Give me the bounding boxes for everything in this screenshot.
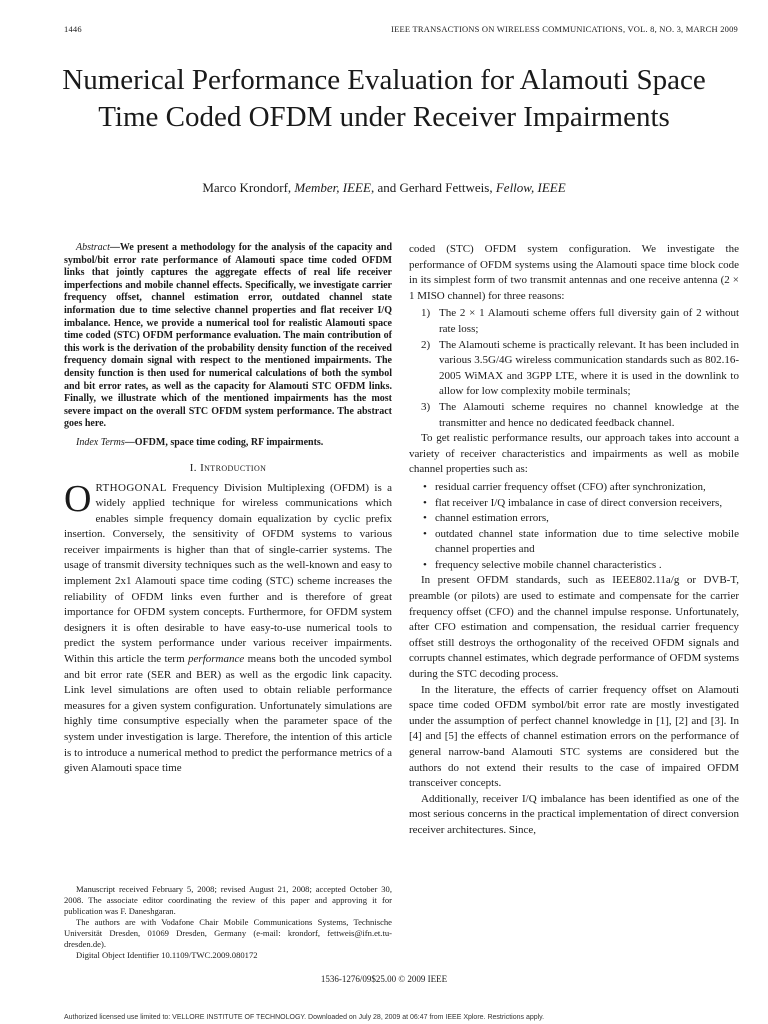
author-2-role: Fellow, IEEE <box>495 180 566 195</box>
copyright: 1536-1276/09$25.00 © 2009 IEEE <box>320 974 448 984</box>
intro-lead: RTHOGONAL <box>95 481 167 494</box>
list-item: • flat receiver I/Q imbalance in case of direct conversion receivers, <box>409 496 739 512</box>
footnote-received: Manuscript received February 5, 2008; revised August 21, 2008; accepted October 30, 2008. The associate editor coordinating the review of this paper and approving it for publication was F. Daneshgaran. <box>64 884 392 916</box>
journal-header: IEEE TRANSACTIONS ON WIRELESS COMMUNICATIONS, VOL. 8, NO. 3, MARCH 2009 <box>391 24 738 34</box>
section-title: Introduction <box>200 461 267 474</box>
right-paragraph-3: In the literature, the effects of carrier frequency offset on Alamouti space time coded OFDM symbol/bit error rate are mostly investigated under the assumption of perfect channel knowledge in [1], [2] and [3]. In [4] and [5] the effects of channel estimation errors on the performance of general narrow-band Alamouti STC systems are considered but the authors do not extend their results to the case of impaired OFDM transceiver concepts. <box>409 683 739 790</box>
list-item: • channel estimation errors, <box>409 511 739 527</box>
footnote-affiliation: The authors are with Vodafone Chair Mobile Communications Systems, Technische Universität Dresden, 01069 Dresden, Germany (e-mail: krondorf, fettweis@ifn.et.tu-dresden.de). <box>64 917 392 949</box>
section-number: I. <box>189 461 201 474</box>
author-joiner: , and Gerhard Fettweis, <box>370 180 496 195</box>
abstract-text: —We present a methodology for the analysis of the capacity and symbol/bit error rate performance of Alamouti space time coded OFDM links that jointly captures the aggregate effects of real life receiver imperfections and mobile channel effects. Specifically, we investigate carrier frequency offset, channel estimation error, outdated channel state information due to time selective channel properties and flat receiver I/Q imbalance. Hence, we provide a numerical tool for realistic Alamouti space time coded (STC) OFDM performance evaluation. The main contribution of this work is the derivation of the probability density function of the received frequency domain signal with respect to the mentioned impairments. The density function is then used for numerical calculations of both the symbol and bit error rates, as well as the capacity for Alamouti STC OFDM links. Finally, we illustrate which of the mentioned impairments has the most severe impact on the overall STC OFDM system performance. The abstract goes here. <box>64 242 392 430</box>
right-paragraph-1: To get realistic performance results, our approach takes into account a variety of receiver characteristics and impairments as well as mobile channel properties such as: <box>409 432 739 476</box>
right-column <box>409 242 739 839</box>
author-line <box>40 180 728 196</box>
paper-title: Numerical Performance Evaluation for Alamouti Space Time Coded OFDM under Receiver Impairments <box>62 64 706 133</box>
license-notice: Authorized licensed use limited to: VELLORE INSTITUTE OF TECHNOLOGY. Downloaded on July 28, 2009 at 06:47 from IEEE Xplore. Restrictions apply. <box>64 1014 545 1021</box>
abstract <box>64 242 392 431</box>
index-terms-label: Index Terms <box>76 436 125 448</box>
bullet-icon: • <box>423 512 427 525</box>
bullet-icon: • <box>423 480 427 493</box>
left-column <box>64 242 392 777</box>
bullet-icon: • <box>423 496 427 509</box>
footnote-doi: Digital Object Identifier 10.1109/TWC.2009.080172 <box>76 950 258 960</box>
right-paragraph-0: coded (STC) OFDM system configuration. We investigate the performance of OFDM systems using the Alamouti space time block code in its simplest form of two transmit antennas and one receive antenna (2 × 1 MISO channel) for three reasons: <box>409 243 739 302</box>
running-header <box>64 24 738 38</box>
intro-text-1: Frequency Division Multiplexing (OFDM) is a widely applied technique for wireless communications which enables simple frequency domain equalization by cyclic prefix insertion. Conversely, the sensitivity of OFDM systems to various receiver impairments is higher than that of single-carrier systems. The usage of transmit diversity techniques such as the well-known and easy to implement 2x1 Alamouti space time coding (STC) scheme increases the reliability of OFDM links even further and is therefore of great importance for OFDM system concepts. Furthermore, for OFDM system designers it is often desirable to have easy-to-use numerical tools to predict the system performance under various receiver impairments. Within this article the term <box>64 481 392 666</box>
intro-paragraph <box>64 477 392 777</box>
list-item: • residual carrier frequency offset (CFO) after synchronization, <box>409 480 739 496</box>
index-terms-text: —OFDM, space time coding, RF impairments. <box>124 436 324 448</box>
right-paragraph-4: Additionally, receiver I/Q imbalance has been identified as one of the most serious concerns in the practical implementation of direct conversion receiver architectures. Since, <box>409 792 739 836</box>
abstract-label: Abstract <box>76 242 110 253</box>
bullet-icon: • <box>423 558 427 571</box>
reasons-list <box>409 306 739 431</box>
intro-emphasis: performance <box>188 653 245 666</box>
list-item: • outdated channel state information due to time selective mobile channel properties and <box>423 527 739 556</box>
intro-text-2: means both the uncoded symbol and bit error rate (SER and BER) as well as the ergodic link capacity. Link level simulations are often used to obtain reliable performance measures for a given system configuration. Unfortunately simulations are highly time consumptive especially when the parameter space of the system under investigation is large. Therefore, the intention of this article is to introduce a numerical method to predict the performance metrics of a given Alamouti space time <box>64 653 392 775</box>
list-item: 2) The Alamouti scheme is practically relevant. It has been included in various 3.5G/4G wireless communication standards such as 802.16-2005 WiMAX and 3GPP LTE, where it is used in the downlink to allow for low complexity mobile terminals; <box>421 338 739 398</box>
list-item: 1) The 2 × 1 Alamouti scheme offers full diversity gain of 2 without rate loss; <box>421 307 739 335</box>
list-item: • frequency selective mobile channel characteristics . <box>409 558 739 574</box>
section-heading <box>64 461 392 477</box>
page-number: 1446 <box>64 24 82 34</box>
author-1-role: Member, IEEE <box>294 180 371 195</box>
drop-cap: O <box>64 477 92 520</box>
footnote <box>64 884 392 961</box>
list-item: 3) The Alamouti scheme requires no channel knowledge at the transmitter and hence no dedicated feedback channel. <box>421 400 739 429</box>
index-terms <box>64 436 392 449</box>
bullet-icon: • <box>423 527 427 540</box>
right-paragraph-2: In present OFDM standards, such as IEEE802.11a/g or DVB-T, preamble (or pilots) are used to estimate and compensate for the carrier frequency offset (CFO) and the channel impulse response. Unfortunately, after CFO estimation and compensation, the residual carrier frequency offset still destroys the orthogonality of the received OFDM signals and corrupts channel estimates, which degrade performance of OFDM systems during the STC decoding process. <box>409 574 739 681</box>
impairments-list <box>409 480 739 574</box>
author-1: Marco Krondorf, <box>202 180 295 195</box>
